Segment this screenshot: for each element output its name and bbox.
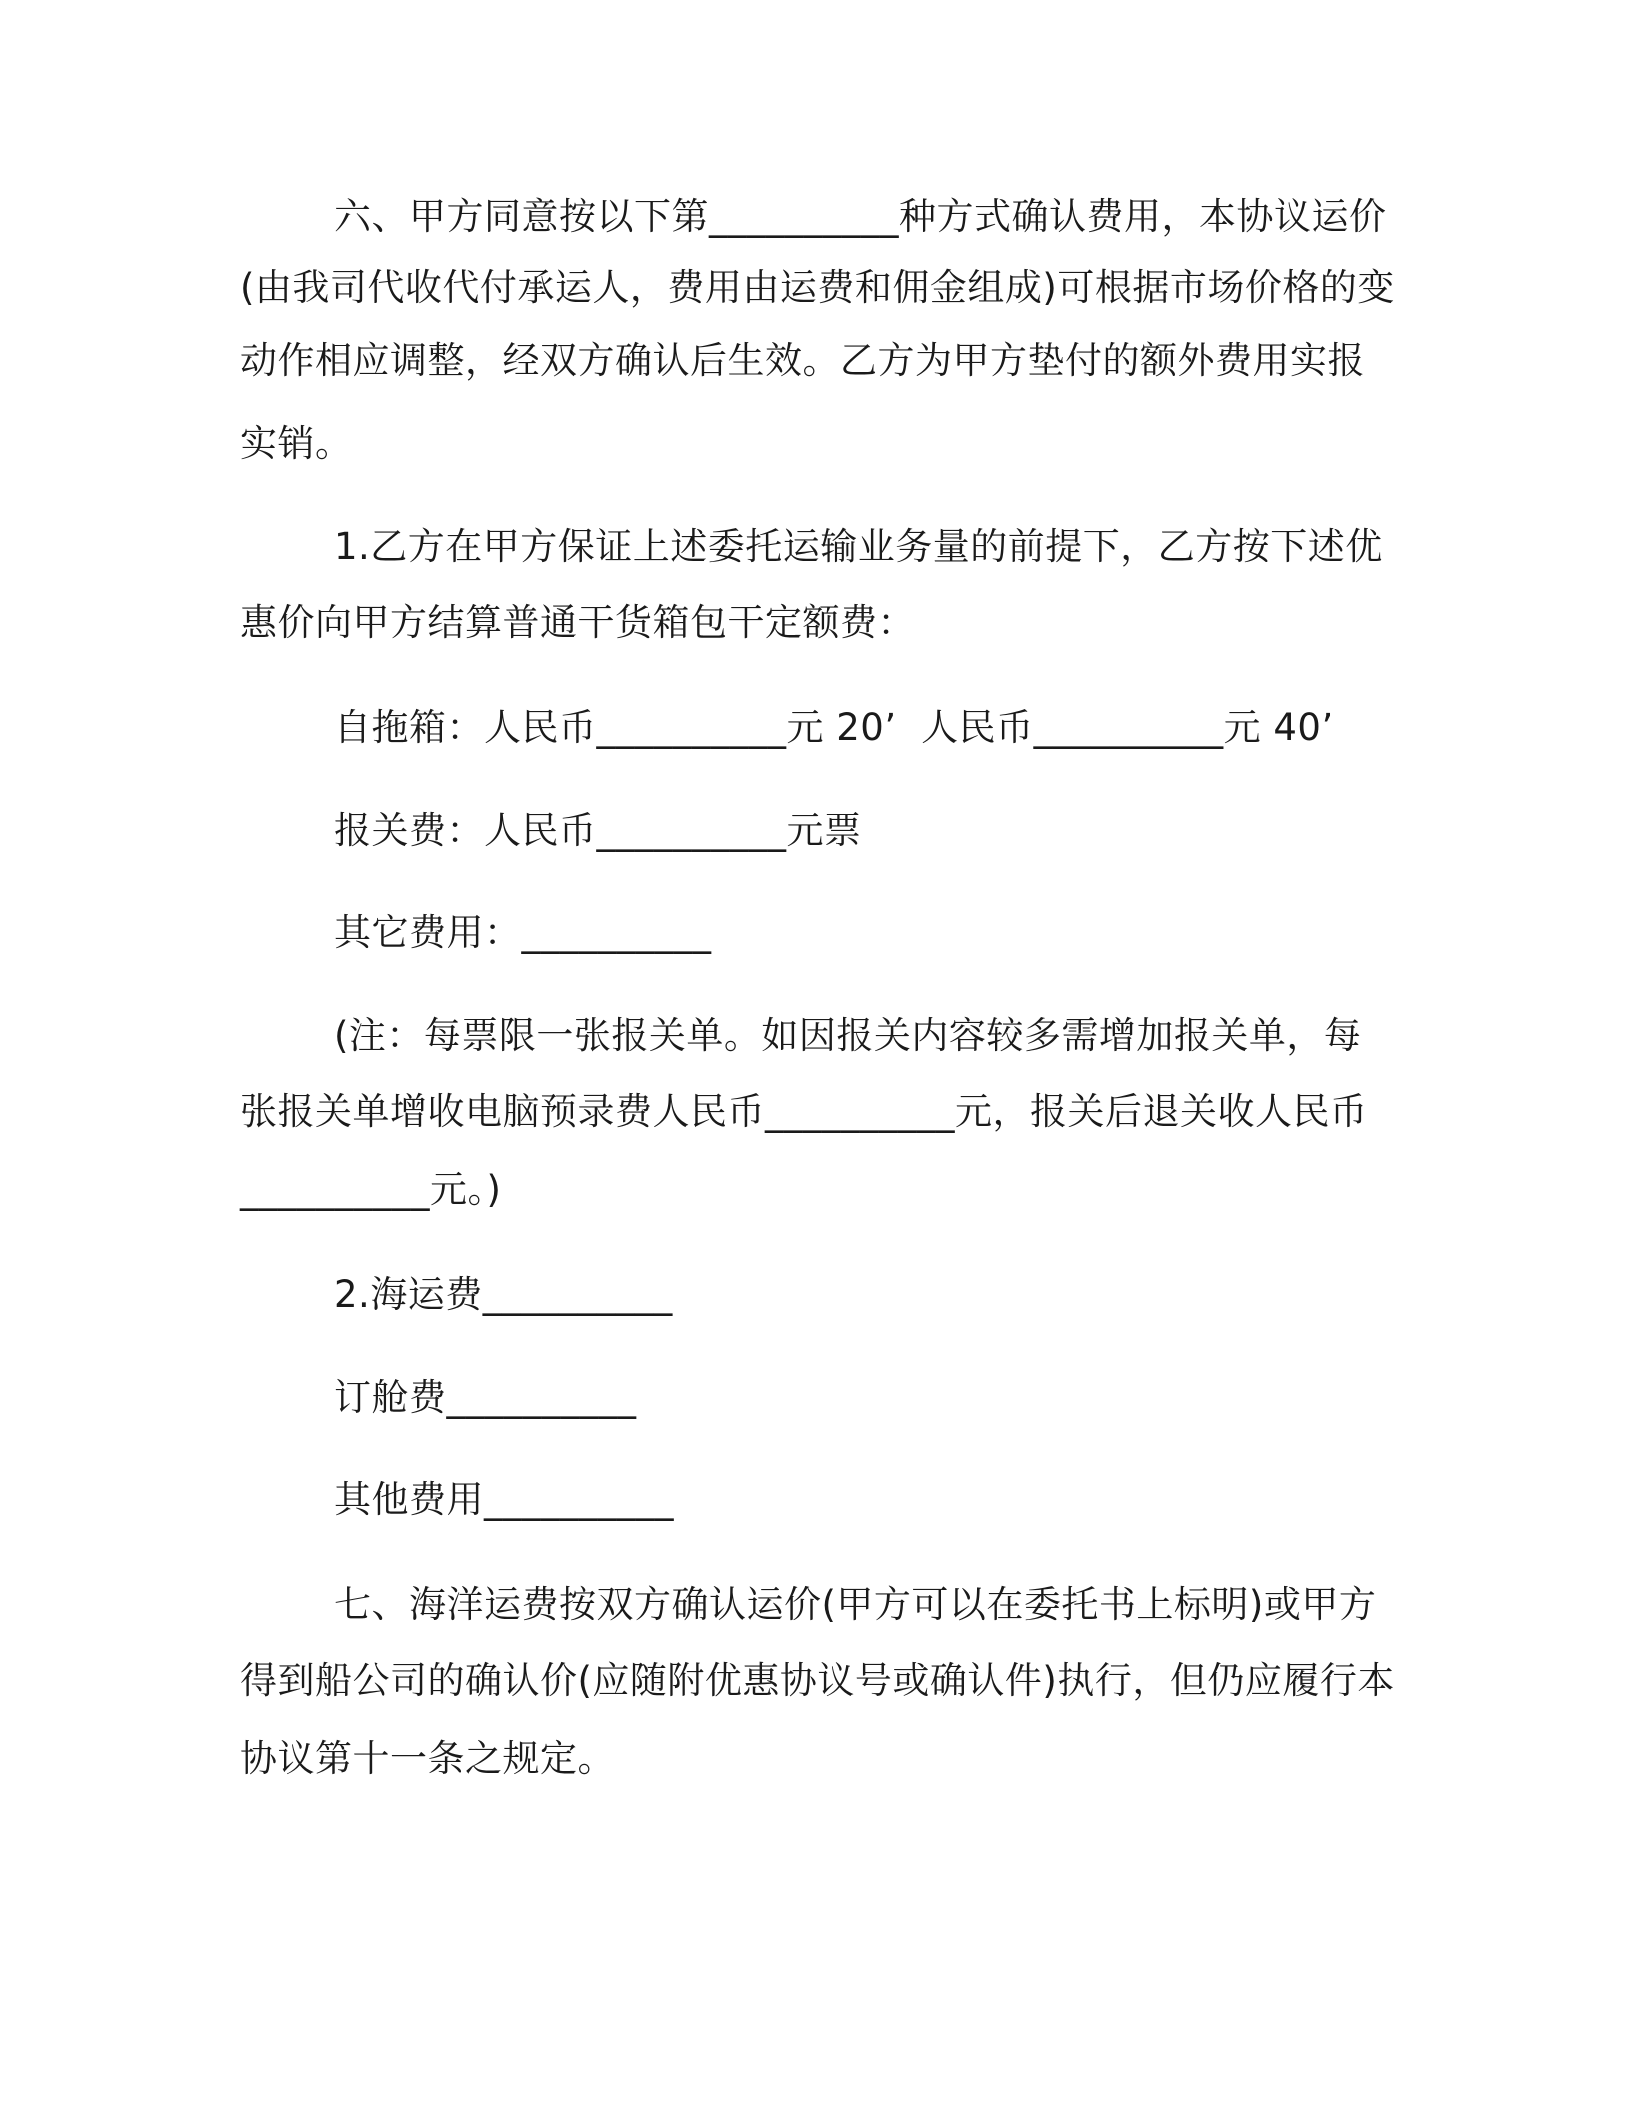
other-fee-line: 其它费用：__________ (334, 911, 712, 954)
other-charges-line: 其他费用__________ (334, 1478, 674, 1521)
clause-7-line-1: 七、海洋运费按双方确认运价(甲方可以在委托书上标明)或甲方 (334, 1583, 1377, 1626)
booking-fee-line: 订舱费__________ (334, 1376, 637, 1419)
note-line-2: 张报关单增收电脑预录费人民币__________元，报关后退关收人民币 (240, 1090, 1368, 1133)
clause-6-line-2: (由我司代收代付承运人，费用由运费和佣金组成)可根据市场价格的变 (240, 266, 1395, 309)
item-1-line-1: 1.乙方在甲方保证上述委托运输业务量的前提下，乙方按下述优 (334, 525, 1383, 568)
clause-6-line-3: 动作相应调整，经双方确认后生效。乙方为甲方垫付的额外费用实报 (240, 339, 1365, 382)
clause-7-line-2: 得到船公司的确认价(应随附优惠协议号或确认件)执行，但仍应履行本 (240, 1659, 1395, 1702)
ocean-freight-line: 2.海运费__________ (334, 1273, 673, 1316)
clause-6-line-4: 实销。 (240, 422, 353, 465)
customs-fee-line: 报关费：人民币__________元票 (334, 809, 862, 852)
clause-7-line-3: 协议第十一条之规定。 (240, 1737, 615, 1780)
item-1-line-2: 惠价向甲方结算普通干货箱包干定额费： (240, 601, 915, 644)
note-line-1: (注：每票限一张报关单。如因报关内容较多需增加报关单，每 (334, 1014, 1362, 1057)
note-line-3: __________元。) (240, 1168, 502, 1211)
container-fee-line: 自拖箱：人民币__________元 20’ 人民币__________元 40’ (334, 706, 1334, 749)
clause-6-line-1: 六、甲方同意按以下第__________种方式确认费用，本协议运价 (334, 195, 1387, 238)
